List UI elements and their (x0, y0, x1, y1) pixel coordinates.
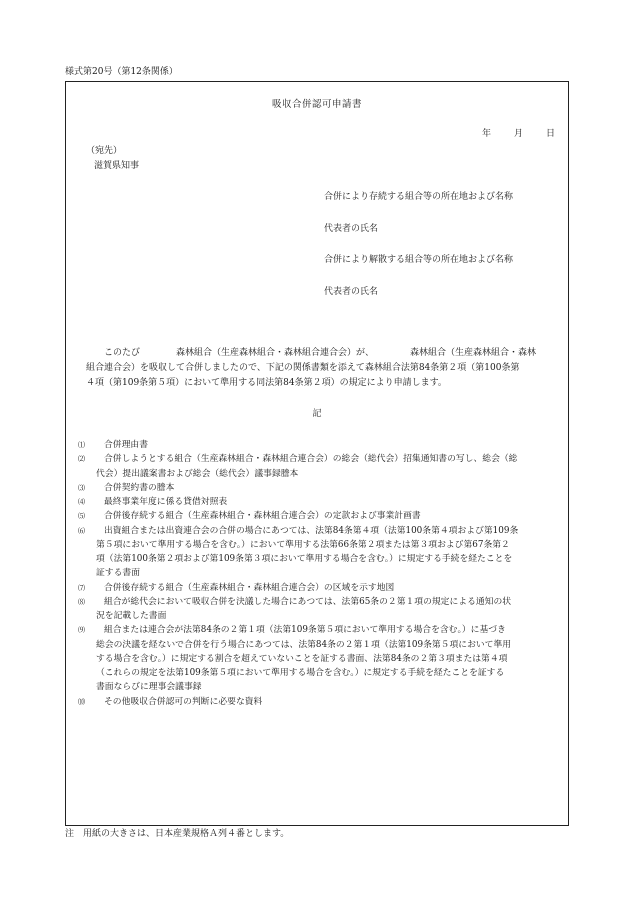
list-item-line: 組合が総代会において吸収合併を決議した場合にあつては、法第65条の２第１項の規定による通知の状 (104, 596, 512, 607)
list-item (78, 595, 562, 624)
list-item-line: 代会）提出議案書および総会（総代会）議事録謄本 (96, 468, 299, 479)
list-item (78, 581, 562, 595)
list-item-line: 第５項において準用する場合を含む。）において準用する法第66条第２項または第３項および第67条第２ (96, 539, 510, 550)
list-item-line: 書面ならびに理事会議事録 (96, 682, 202, 693)
list-item-line: （これらの規定を法第109条第５項において準用する場合を含む。）に規定する手続を経たことを証する (96, 668, 505, 678)
list-item-number: ⑽ (78, 697, 85, 706)
list-item-line: する場合を含む。）に規定する割合を超えていないことを証する書面、法第84条の２第３項または第４項 (96, 653, 508, 664)
list-item-number: ⑻ (78, 597, 85, 606)
list-item-line: 項（法第100条第２項および第109条第３項において準用する場合を含む。）に規定する手続を経たことを (96, 554, 513, 564)
date-month-label: 月 (514, 129, 524, 139)
dissolving-representative-label: 代表者の氏名 (324, 287, 379, 297)
list-item-line: 合併理由書 (104, 440, 148, 450)
list-item-line: 出資組合または出資連合会の合併の場合にあつては、法第84条第４項（法第100条第４項および第109条 (104, 525, 519, 536)
ki-heading: 記 (312, 409, 322, 419)
list-item-line: 証する書面 (96, 568, 140, 579)
date-day-label: 日 (546, 129, 556, 139)
list-item-number: ⑴ (78, 441, 85, 449)
body-line-1-b: 森林組合（生産森林組合・森林組合連合会）が、 (176, 348, 375, 358)
list-item-line: 合併後存続する組合（生産森林組合・森林組合連合会）の定款および事業計画書 (104, 511, 421, 522)
form-number: 様式第20号（第12条関係） (65, 67, 178, 77)
list-item-number: ⑺ (78, 583, 85, 592)
list-item (78, 495, 562, 509)
application-body (86, 346, 564, 391)
list-item-number: ⑶ (78, 483, 85, 492)
list-item-line: 況を記載した書面 (96, 611, 167, 621)
body-line-2: 組合連合会）を吸収して合併しましたので、下記の関係書類を添えて森林組合法第84条第２項（第100条第 (86, 362, 520, 373)
list-item-line: 組合または連合会が法第84条の２第１項（法第109条第５項において準用する場合を含む。）に基づき (104, 625, 506, 636)
form-title: 吸収合併認可申請書 (271, 99, 362, 110)
list-item-line: 合併後存続する組合（生産森林組合・森林組合連合会）の区域を示す地図 (104, 582, 395, 593)
list-item (78, 509, 562, 523)
list-item (78, 695, 562, 709)
list-item-number: ⑸ (78, 512, 85, 521)
body-line-1-c: 森林組合（生産森林組合・森林 (410, 348, 537, 358)
list-item (78, 524, 562, 581)
list-item-line: 最終事業年度に係る貸借対照表 (104, 497, 228, 507)
list-item-number: ⑵ (78, 455, 85, 464)
list-item-line: 合併しようとする組合（生産森林組合・森林組合連合会）の総会（総代会）招集通知書の写し、総会（総 (104, 454, 518, 465)
list-item-number: ⑹ (78, 526, 85, 535)
list-item (78, 481, 562, 495)
body-line-1-a: このたび (104, 348, 141, 358)
list-item-line: 合併契約書の謄本 (104, 482, 175, 493)
attachment-list (78, 438, 562, 709)
surviving-representative-label: 代表者の氏名 (324, 224, 379, 234)
list-item (78, 623, 562, 694)
dissolving-association-address-label: 合併により解散する組合等の所在地および名称 (324, 255, 514, 265)
application-form-frame (65, 81, 569, 826)
surviving-association-address-label: 合併により存続する組合等の所在地および名称 (324, 192, 514, 202)
list-item (78, 438, 562, 452)
body-line-1 (86, 346, 564, 361)
addressee-label: （宛先） (86, 146, 123, 156)
body-line-3: ４項（第109条第５項）において準用する同法第84条第２項）の規定により申請します。 (86, 377, 447, 388)
paper-size-note: 注 用紙の大きさは、日本産業規格Ａ列４番とします。 (65, 829, 290, 839)
date-row (482, 129, 555, 141)
date-year-label: 年 (482, 129, 492, 139)
list-item-number: ⑼ (78, 626, 85, 635)
addressee-name: 滋賀県知事 (94, 161, 140, 171)
list-item-line: 総会の決議を経ないで合併を行う場合にあつては、法第84条の２第１項（法第109条第５項において準用 (96, 639, 512, 650)
list-item-line: その他吸収合併認可の判断に必要な資料 (104, 696, 263, 707)
list-item (78, 452, 562, 481)
list-item-number: ⑷ (78, 498, 85, 506)
